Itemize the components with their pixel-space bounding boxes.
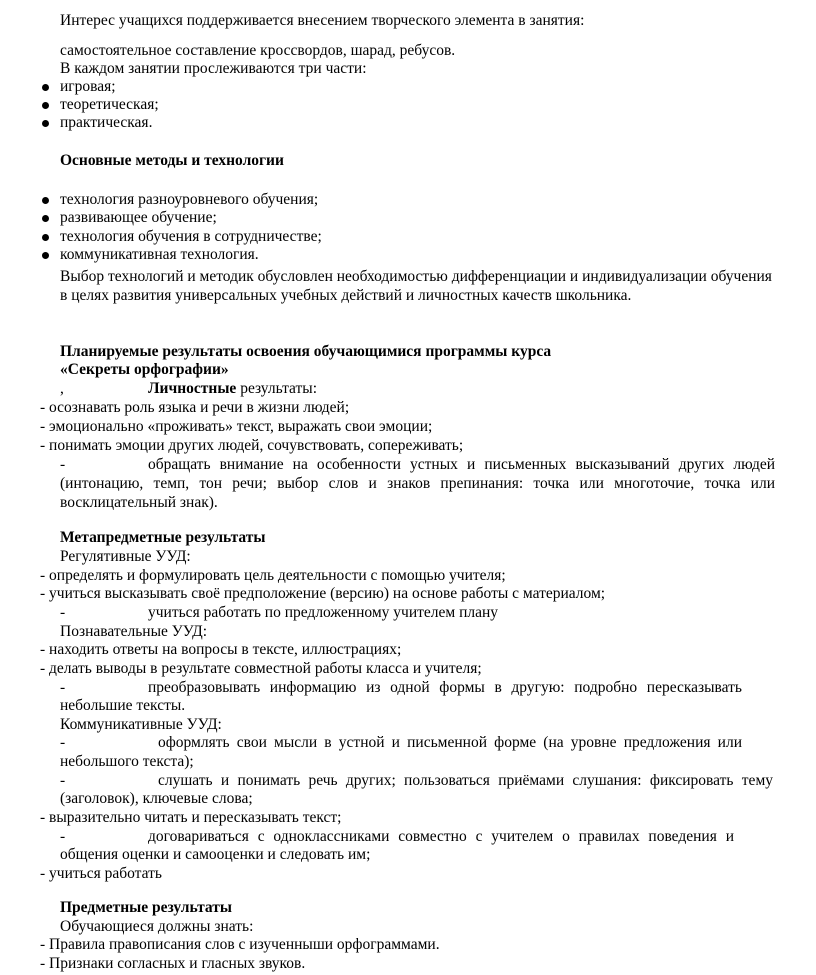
list-item: игровая; [60,78,116,95]
list-item: - Признаки согласных и гласных звуков. [40,955,306,972]
list-dash: - [60,772,66,789]
intro-line-2: самостоятельное составление кроссвордов, шарад, ребусов. [60,42,456,59]
methods-heading: Основные методы и технологии [60,152,284,169]
personal-label-bold: Личностные [148,380,237,397]
personal-long-line-2: (интонацию, темп, тон речи; выбор слов и знаков препинания: точка или многоточие, точка или [60,475,775,492]
list-item: - делать выводы в результате совместной работы класса и учителя; [40,660,482,677]
communicative-1-line-1: оформлять свои мысли в устной и письменной форме (на уровне предложения или [158,734,742,751]
list-item: - учиться работать [40,865,162,882]
meta-heading: Метапредметные результаты [60,529,266,546]
results-heading-line-2: «Секреты орфографии» [60,361,229,378]
bullet-icon [42,252,49,259]
list-dash: - [60,604,66,621]
personal-long-line-3: восклицательный знак). [60,494,218,511]
bullet-icon [42,234,49,241]
cognitive-last-line-2: небольшие тексты. [60,697,186,714]
methods-paragraph-line-2: в целях развития универсальных учебных действий и личностных качеств школьника. [60,287,632,304]
subject-heading: Предметные результаты [60,899,232,916]
list-item: теоретическая; [60,96,159,113]
bullet-icon [42,84,49,91]
list-dash: - [60,734,66,751]
communicative-4-line-2: общения оценки и самооценки и следовать им; [60,846,371,863]
bullet-icon [42,102,49,109]
intro-line-1: Интерес учащихся поддерживается внесением творческого элемента в занятия: [60,12,585,29]
bullet-icon [42,120,49,127]
list-item: - находить ответы на вопросы в тексте, иллюстрациях; [40,641,402,658]
communicative-1-line-2: небольшого текста); [60,753,194,770]
intro-line-3: В каждом занятии прослеживаются три части: [60,60,367,77]
list-item: - эмоционально «проживать» текст, выражать свои эмоции; [40,418,433,435]
list-item: технология обучения в сотрудничестве; [60,228,322,245]
personal-comma: , [60,380,64,397]
list-item: - осознавать роль языка и речи в жизни людей; [40,399,350,416]
subject-label: Обучающиеся должны знать: [60,918,254,935]
personal-label [148,380,317,398]
personal-label-rest: результаты: [236,380,318,397]
list-dash: - [60,456,66,473]
personal-long-line-1: обращать внимание на особенности устных и письменных высказываний других людей [148,456,775,473]
list-item: технология разноуровневого обучения; [60,191,319,208]
list-item: развивающее обучение; [60,209,217,226]
communicative-2-line-1: слушать и понимать речь других; пользоваться приёмами слушания: фиксировать тему [158,772,773,789]
list-item: - Правила правописания слов с изученныши орфограммами. [40,936,440,953]
list-item: - выразительно читать и пересказывать текст; [40,809,342,826]
methods-paragraph-line-1: Выбор технологий и методик обусловлен необходимостью дифференциации и индивидуализации обучения [60,268,772,285]
list-item: коммуникативная технология. [60,246,259,263]
bullet-icon [42,197,49,204]
list-item: учиться работать по предложенному учителем плану [148,604,499,621]
cognitive-label: Познавательные УУД: [60,623,208,640]
list-dash: - [60,679,66,696]
list-item: - определять и формулировать цель деятельности с помощью учителя; [40,567,506,584]
list-dash: - [60,828,66,845]
communicative-4-line-1: договариваться с одноклассниками совместно с учителем о правилах поведения и [148,828,734,845]
cognitive-last-line-1: преобразовывать информацию из одной формы в другую: подробно пересказывать [148,679,742,696]
list-item: - понимать эмоции других людей, сочувствовать, сопереживать; [40,437,464,454]
list-item: - учиться высказывать своё предположение (версию) на основе работы с материалом; [40,585,606,602]
communicative-2-line-2: (заголовок), ключевые слова; [60,790,253,807]
regulative-label: Регулятивные УУД: [60,548,191,565]
communicative-label: Коммуникативные УУД: [60,716,222,733]
list-item: практическая. [60,114,153,131]
results-heading-line-1: Планируемые результаты освоения обучающимися программы курса [60,343,552,360]
bullet-icon [42,215,49,222]
